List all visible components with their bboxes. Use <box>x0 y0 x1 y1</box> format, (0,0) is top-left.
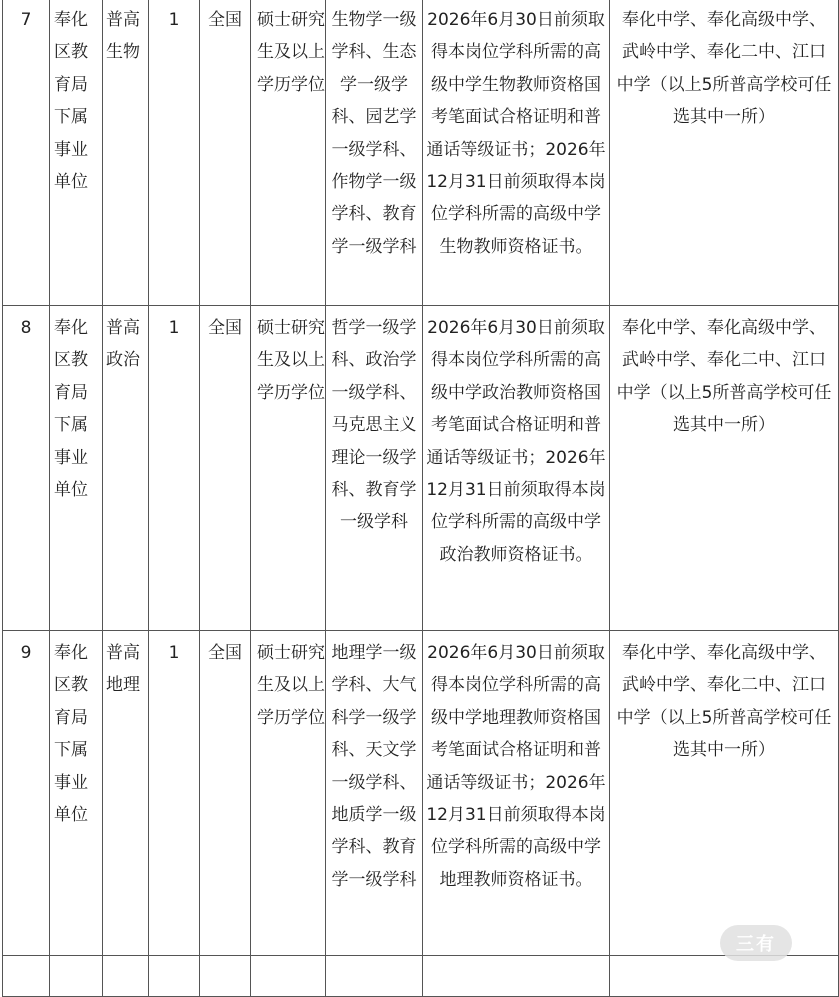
education-requirement: 硕士研究生及以上学历学位 <box>257 10 325 95</box>
education-requirement: 硕士研究生及以上学历学位 <box>257 643 325 728</box>
education-requirement: 硕士研究生及以上学历学位 <box>257 318 325 403</box>
other-requirement: 2026年6月30日前须取得本岗位学科所需的高级中学生物教师资格国考笔面试合格证明和普通话等级证书；2026年12月31日前须取得本岗位学科所需的高级中学生物教师资格证书。 <box>426 10 606 257</box>
table-row-partial <box>3 956 839 997</box>
recruit-area: 全国 <box>208 10 242 30</box>
assigned-schools: 奉化中学、奉化高级中学、武岭中学、奉化二中、江口中学（以上5所普高学校可任选其中一所） <box>616 318 832 436</box>
recruit-area: 全国 <box>208 643 242 663</box>
recruit-area: 全国 <box>208 318 242 338</box>
assigned-schools: 奉化中学、奉化高级中学、武岭中学、奉化二中、江口中学（以上5所普高学校可任选其中一所） <box>616 643 832 761</box>
table-row <box>3 0 839 306</box>
hiring-count: 1 <box>168 318 180 338</box>
row-number: 7 <box>20 10 32 30</box>
other-requirement: 2026年6月30日前须取得本岗位学科所需的高级中学政治教师资格国考笔面试合格证明和普通话等级证书；2026年12月31日前须取得本岗位学科所需的高级中学政治教师资格证书。 <box>426 318 606 565</box>
major-requirement: 生物学一级学科、生态学一级学科、园艺学一级学科、作物学一级学科、教育学一级学科 <box>331 10 417 257</box>
employer-unit: 奉化区教育局下属事业单位 <box>54 643 88 826</box>
other-requirement: 2026年6月30日前须取得本岗位学科所需的高级中学地理教师资格国考笔面试合格证明和普通话等级证书；2026年12月31日前须取得本岗位学科所需的高级中学地理教师资格证书。 <box>426 643 606 890</box>
hiring-count: 1 <box>168 643 180 663</box>
major-requirement: 地理学一级学科、大气科学一级学科、天文学一级学科、地质学一级学科、教育学一级学科 <box>331 643 417 890</box>
position-name: 普高生物 <box>106 10 140 63</box>
position-name: 普高政治 <box>106 318 140 371</box>
employer-unit: 奉化区教育局下属事业单位 <box>54 10 88 193</box>
assigned-schools: 奉化中学、奉化高级中学、武岭中学、奉化二中、江口中学（以上5所普高学校可任选其中一所） <box>616 10 832 128</box>
table-row <box>3 631 839 956</box>
hiring-count: 1 <box>168 10 180 30</box>
watermark-badge: 三有 <box>720 925 792 961</box>
row-number: 8 <box>20 318 32 338</box>
table-row <box>3 306 839 631</box>
recruitment-table <box>2 0 839 997</box>
employer-unit: 奉化区教育局下属事业单位 <box>54 318 88 501</box>
position-name: 普高地理 <box>106 643 140 696</box>
row-number: 9 <box>20 643 32 663</box>
major-requirement: 哲学一级学科、政治学一级学科、马克思主义理论一级学科、教育学一级学科 <box>331 318 417 533</box>
